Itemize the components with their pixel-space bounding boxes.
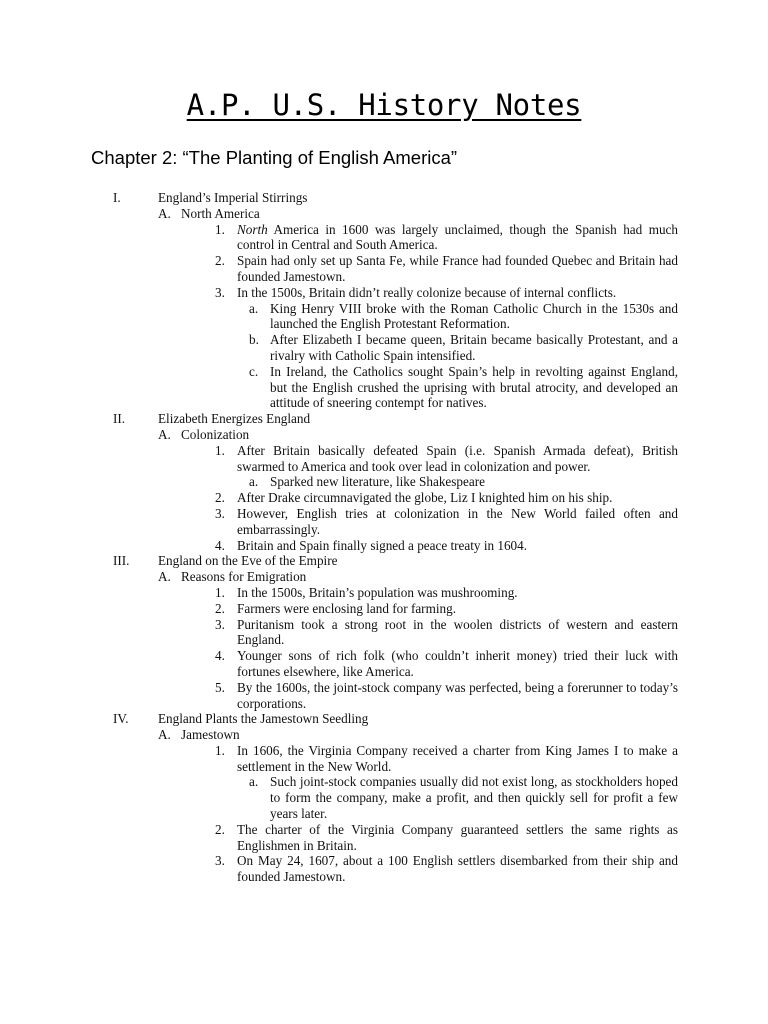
outline-text: Younger sons of rich folk (who couldn’t inherit money) tried their luck with fortunes elsewhere, like America. xyxy=(237,648,678,679)
outline-text: Spain had only set up Santa Fe, while France had founded Quebec and Britain had founded Jamestown. xyxy=(237,253,678,284)
outline-text-rest: America in 1600 was largely unclaimed, though the Spanish had much control in Central and South America. xyxy=(237,221,678,253)
outline-item-level-3 xyxy=(0,648,768,680)
outline-marker: 1. xyxy=(215,584,225,600)
outline-marker: A. xyxy=(158,205,171,221)
outline-text: North America xyxy=(181,205,260,221)
outline-text xyxy=(237,222,678,254)
outline-marker: 5. xyxy=(215,679,225,695)
outline-marker: a. xyxy=(249,300,259,316)
outline-text: In the 1500s, Britain’s population was mushrooming. xyxy=(237,584,518,600)
chapter-heading: Chapter 2: “The Planting of English America” xyxy=(91,147,458,168)
outline-marker: 3. xyxy=(215,505,225,521)
notes-outline xyxy=(0,190,768,885)
outline-marker: b. xyxy=(249,332,259,348)
outline-text: Jamestown xyxy=(181,727,240,743)
outline-item-level-3 xyxy=(0,253,768,285)
outline-item-level-4 xyxy=(0,301,768,333)
outline-text: After Britain basically defeated Spain (i.e. Spanish Armada defeat), British swarmed to America and took over lead in colonization and power. xyxy=(237,442,678,474)
outline-text: In the 1500s, Britain didn’t really colonize because of internal conflicts. xyxy=(237,284,617,300)
outline-marker: I. xyxy=(113,190,121,205)
outline-marker: a. xyxy=(249,774,259,790)
outline-text: Colonization xyxy=(181,426,250,442)
outline-text: England on the Eve of the Empire xyxy=(158,553,338,569)
outline-item-level-3 xyxy=(0,222,768,254)
outline-marker: II. xyxy=(113,411,126,427)
outline-marker: A. xyxy=(158,426,171,442)
outline-item-level-2 xyxy=(0,569,768,585)
outline-marker: 4. xyxy=(215,648,225,664)
outline-marker: 3. xyxy=(215,284,225,300)
outline-item-level-3 xyxy=(0,506,768,538)
outline-text: King Henry VIII broke with the Roman Catholic Church in the 1530s and launched the English Protestant Reformation. xyxy=(270,300,678,332)
outline-marker: 2. xyxy=(215,821,225,837)
outline-item-level-2 xyxy=(0,427,768,443)
outline-item-level-3 xyxy=(0,617,768,649)
outline-text: After Elizabeth I became queen, Britain became basically Protestant, and a rivalry with Catholic Spain intensified. xyxy=(270,332,678,363)
outline-text: On May 24, 1607, about a 100 English settlers disembarked from their ship and founded Jamestown. xyxy=(237,853,678,885)
outline-item-level-2 xyxy=(0,206,768,222)
outline-marker: 2. xyxy=(215,490,225,506)
outline-item-level-1 xyxy=(0,190,768,206)
outline-text: However, English tries at colonization in the New World failed often and embarrassingly. xyxy=(237,505,678,537)
outline-marker: A. xyxy=(158,569,171,585)
outline-text: By the 1600s, the joint-stock company was perfected, being a forerunner to today’s corporations. xyxy=(237,679,678,711)
outline-marker: c. xyxy=(249,363,259,379)
outline-text: Such joint-stock companies usually did not exist long, as stockholders hoped to form the company, make a profit, and then quickly sell for profit a few years later. xyxy=(270,774,678,822)
outline-item-level-4 xyxy=(0,774,768,821)
outline-item-level-3 xyxy=(0,285,768,301)
outline-item-level-3 xyxy=(0,490,768,506)
outline-text: Sparked new literature, like Shakespeare xyxy=(270,474,485,490)
outline-marker: 1. xyxy=(215,742,225,758)
outline-marker: 3. xyxy=(215,853,225,869)
outline-text: Britain and Spain finally signed a peace treaty in 1604. xyxy=(237,537,528,553)
outline-marker: 3. xyxy=(215,616,225,632)
outline-text: Elizabeth Energizes England xyxy=(158,411,311,427)
outline-item-level-1 xyxy=(0,553,768,569)
page-title: A.P. U.S. History Notes xyxy=(186,88,582,122)
outline-text: In 1606, the Virginia Company received a charter from King James I to make a settlement in the New World. xyxy=(237,742,678,774)
outline-marker: III. xyxy=(113,553,130,569)
outline-item-level-1 xyxy=(0,711,768,727)
outline-marker: A. xyxy=(158,727,171,743)
outline-item-level-3 xyxy=(0,680,768,712)
outline-text: Farmers were enclosing land for farming. xyxy=(237,600,456,616)
outline-item-level-2 xyxy=(0,727,768,743)
outline-item-level-3 xyxy=(0,853,768,885)
outline-marker: IV. xyxy=(113,711,129,727)
outline-marker: a. xyxy=(249,474,259,490)
outline-item-level-3 xyxy=(0,601,768,617)
outline-item-level-4 xyxy=(0,332,768,364)
outline-marker: 1. xyxy=(215,442,225,458)
outline-text: Puritanism took a strong root in the woolen districts of western and eastern England. xyxy=(237,616,678,648)
outline-text: England’s Imperial Stirrings xyxy=(158,190,308,205)
outline-item-level-4 xyxy=(0,474,768,490)
outline-marker: 2. xyxy=(215,600,225,616)
outline-text: After Drake circumnavigated the globe, Liz I knighted him on his ship. xyxy=(237,490,613,506)
outline-item-level-1 xyxy=(0,411,768,427)
outline-item-level-3 xyxy=(0,822,768,854)
outline-item-level-3 xyxy=(0,443,768,475)
outline-marker: 4. xyxy=(215,537,225,553)
outline-text: In Ireland, the Catholics sought Spain’s help in revolting against England, but the English crushed the uprising with brutal atrocity, and developed an attitude of sneering contempt for natives. xyxy=(270,363,678,411)
outline-text: England Plants the Jamestown Seedling xyxy=(158,711,369,727)
outline-text: Reasons for Emigration xyxy=(181,569,307,585)
outline-text-emphasis: North xyxy=(237,221,268,237)
outline-marker: 2. xyxy=(215,253,225,269)
outline-item-level-4 xyxy=(0,364,768,411)
outline-item-level-3 xyxy=(0,585,768,601)
outline-marker: 1. xyxy=(215,221,225,237)
outline-text: The charter of the Virginia Company guaranteed settlers the same rights as Englishmen in Britain. xyxy=(237,821,678,853)
outline-item-level-3 xyxy=(0,743,768,775)
outline-item-level-3 xyxy=(0,538,768,554)
